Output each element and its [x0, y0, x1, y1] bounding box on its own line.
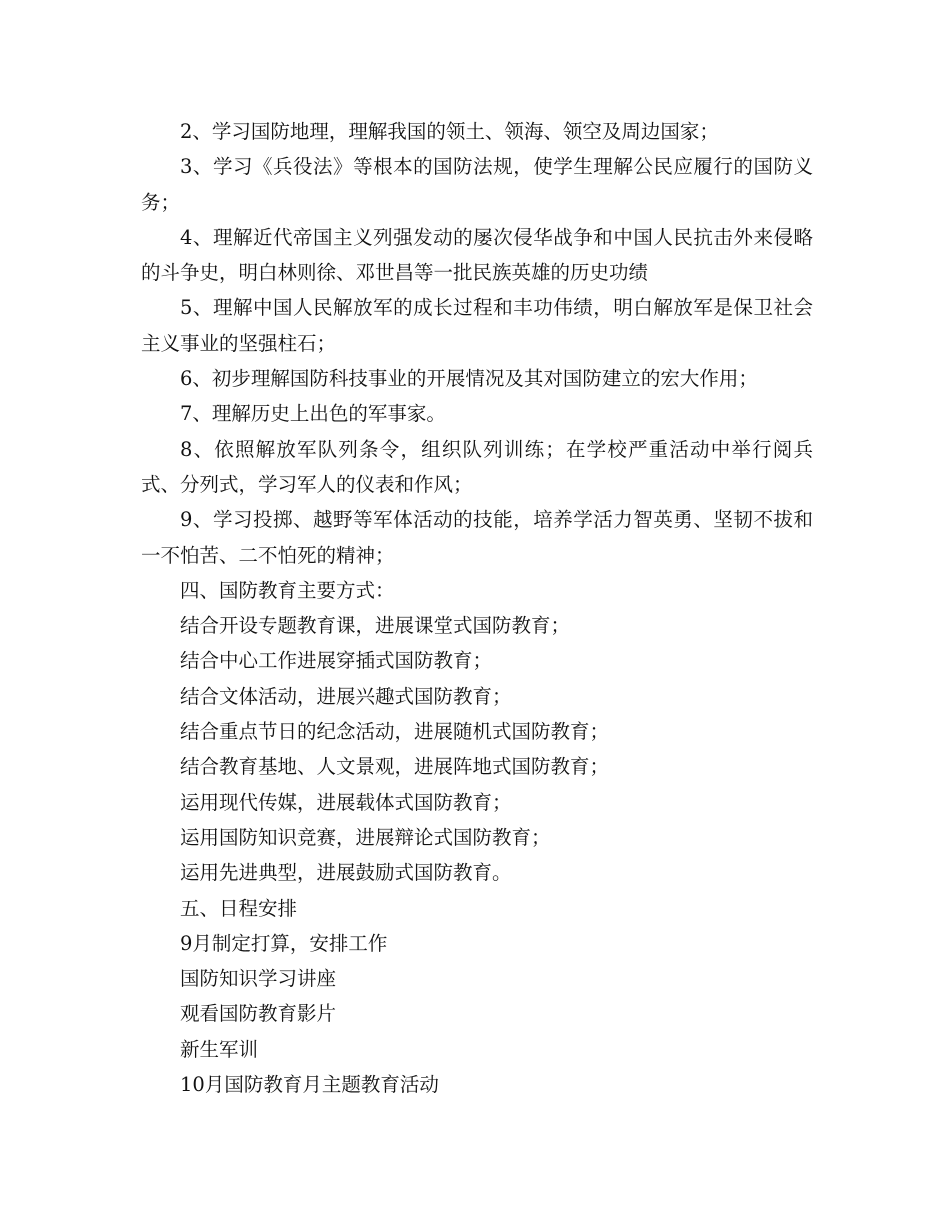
section-heading-methods: 四、国防教育主要方式：	[180, 578, 395, 602]
paragraph-item-8: 8、依照解放军队列条令，组织队列训练；在学校严重活动中举行阅兵式、分列式，学习军人的仪表和作风；	[141, 437, 813, 496]
method-item: 运用国防知识竞赛，进展辩论式国防教育；	[180, 825, 551, 849]
method-item: 结合文体活动，进展兴趣式国防教育；	[180, 684, 512, 708]
schedule-item: 观看国防教育影片	[180, 1002, 337, 1026]
schedule-item: 10月国防教育月主题教育活动	[180, 1073, 439, 1097]
paragraph-item-2: 2、学习国防地理，理解我国的领土、领海、领空及周边国家；	[180, 120, 719, 143]
document-body	[141, 114, 813, 1102]
paragraph-item-6: 6、初步理解国防科技事业的开展情况及其对国防建立的宏大作用；	[180, 367, 758, 391]
schedule-item: 9月制定打算，安排工作	[180, 931, 388, 955]
paragraph-item-3: 3、学习《兵役法》等根本的国防法规，使学生理解公民应履行的国防义务；	[141, 155, 813, 214]
method-item: 运用先进典型，进展鼓励式国防教育。	[180, 861, 512, 885]
section-heading-schedule: 五、日程安排	[180, 896, 298, 920]
paragraph-item-7: 7、理解历史上出色的军事家。	[180, 402, 446, 426]
method-item: 结合教育基地、人文景观，进展阵地式国防教育；	[180, 755, 610, 779]
method-item: 结合中心工作进展穿插式国防教育；	[180, 649, 493, 673]
paragraph-item-5: 5、理解中国人民解放军的成长过程和丰功伟绩，明白解放军是保卫社会主义事业的坚强柱石；	[141, 296, 813, 355]
method-item: 运用现代传媒，进展载体式国防教育；	[180, 790, 512, 814]
paragraph-item-4: 4、理解近代帝国主义列强发动的屡次侵华战争和中国人民抗击外来侵略的斗争史，明白林则徐、邓世昌等一批民族英雄的历史功绩	[141, 225, 813, 285]
method-item: 结合开设专题教育课，进展课堂式国防教育；	[180, 614, 571, 638]
method-item: 结合重点节日的纪念活动，进展随机式国防教育；	[180, 720, 610, 744]
schedule-item: 国防知识学习讲座	[180, 967, 337, 991]
schedule-item: 新生军训	[180, 1037, 259, 1061]
paragraph-item-9: 9、学习投掷、越野等军体活动的技能，培养学活力智英勇、坚韧不拔和一不怕苦、二不怕死的精神；	[141, 508, 813, 567]
